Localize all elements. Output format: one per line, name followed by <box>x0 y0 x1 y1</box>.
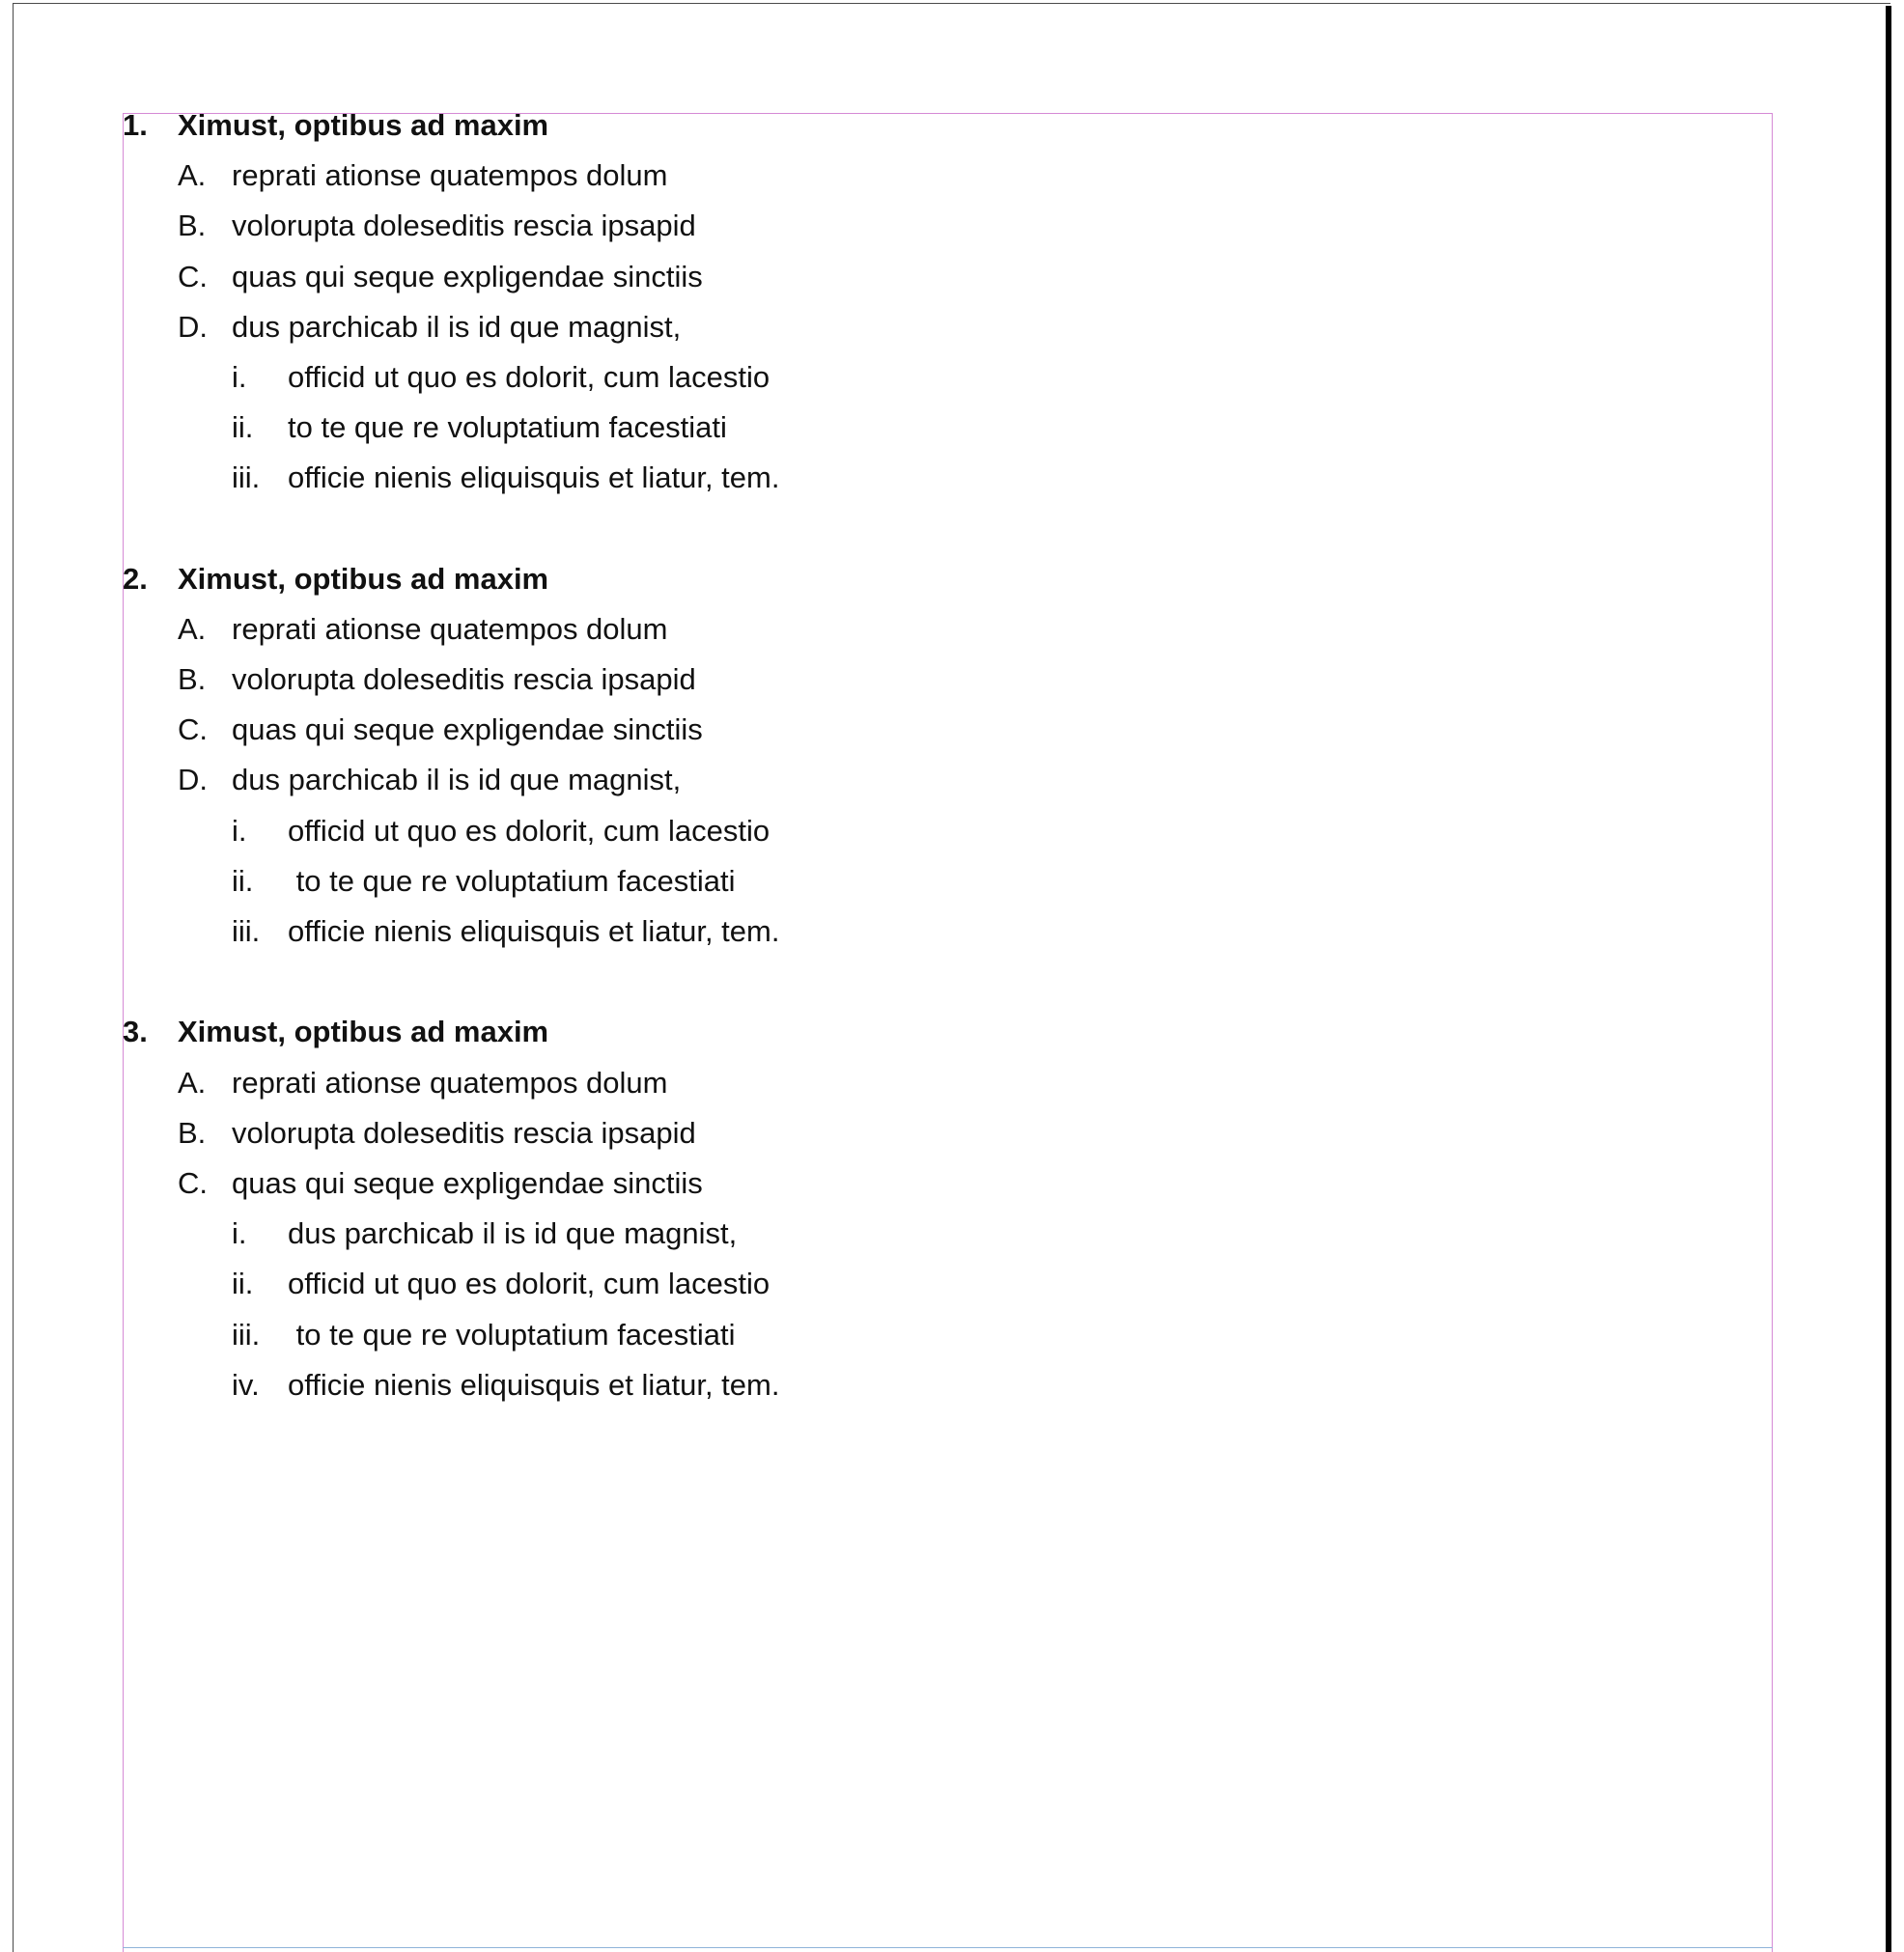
item-marker: D. <box>178 763 208 797</box>
subitem-text: officie nienis eliquisquis et liatur, tem. <box>288 914 780 948</box>
item-marker: D. <box>178 309 208 344</box>
item-marker: A. <box>178 1065 207 1100</box>
subitem-text: to te que re voluptatium facestiati <box>288 863 736 898</box>
subitem-marker: iv. <box>232 1367 260 1402</box>
section-title: Ximust, optibus ad maxim <box>178 108 549 142</box>
item-marker: C. <box>178 1165 208 1200</box>
item-text: reprati ationse quatempos dolum <box>232 158 668 193</box>
item-text: quas qui seque expligendae sinctiis <box>232 1165 703 1200</box>
section-title: Ximust, optibus ad maxim <box>178 1015 549 1049</box>
section-number: 2. <box>123 561 148 596</box>
subitem-marker: ii. <box>232 1267 254 1301</box>
item-marker: A. <box>178 158 207 193</box>
item-marker: B. <box>178 1115 207 1150</box>
subitem-text: officid ut quo es dolorit, cum lacestio <box>288 813 770 848</box>
subitem-marker: iii. <box>232 460 261 495</box>
item-text: dus parchicab il is id que magnist, <box>232 309 682 344</box>
subitem-marker: i. <box>232 359 247 394</box>
item-text: dus parchicab il is id que magnist, <box>232 763 682 797</box>
subitem-marker: i. <box>232 1216 247 1251</box>
subitem-text: dus parchicab il is id que magnist, <box>288 1216 738 1251</box>
item-text: volorupta doleseditis rescia ipsapid <box>232 662 696 697</box>
subitem-text: officie nienis eliquisquis et liatur, tem. <box>288 460 780 495</box>
item-text: quas qui seque expligendae sinctiis <box>232 259 703 293</box>
subitem-text: to te que re voluptatium facestiati <box>288 410 727 445</box>
item-marker: A. <box>178 611 207 646</box>
subitem-marker: ii. <box>232 863 254 898</box>
subitem-marker: ii. <box>232 410 254 445</box>
item-marker: C. <box>178 259 208 293</box>
section-number: 3. <box>123 1015 148 1049</box>
subitem-text: officie nienis eliquisquis et liatur, tem. <box>288 1367 780 1402</box>
subitem-text: to te que re voluptatium facestiati <box>288 1317 736 1352</box>
subitem-marker: i. <box>232 813 247 848</box>
section-title: Ximust, optibus ad maxim <box>178 561 549 596</box>
subitem-marker: iii. <box>232 914 261 948</box>
item-text: volorupta doleseditis rescia ipsapid <box>232 1115 696 1150</box>
subitem-text: officid ut quo es dolorit, cum lacestio <box>288 1267 770 1301</box>
bottom-margin-guide <box>123 1947 1773 1948</box>
item-text: reprati ationse quatempos dolum <box>232 611 668 646</box>
item-marker: C. <box>178 712 208 747</box>
subitem-marker: iii. <box>232 1317 261 1352</box>
item-text: volorupta doleseditis rescia ipsapid <box>232 209 696 243</box>
page-shadow <box>1886 6 1891 1952</box>
item-text: reprati ationse quatempos dolum <box>232 1065 668 1100</box>
item-text: quas qui seque expligendae sinctiis <box>232 712 703 747</box>
item-marker: B. <box>178 662 207 697</box>
subitem-text: officid ut quo es dolorit, cum lacestio <box>288 359 770 394</box>
item-marker: B. <box>178 209 207 243</box>
section-number: 1. <box>123 108 148 142</box>
